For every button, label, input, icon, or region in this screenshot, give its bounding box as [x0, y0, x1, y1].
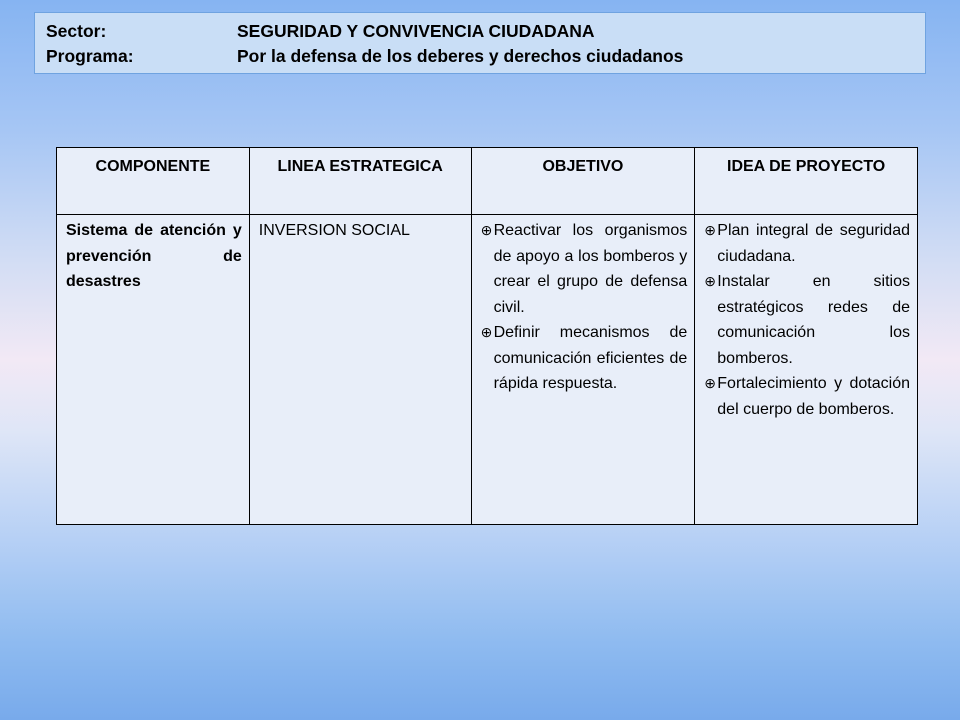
cell-objetivo — [471, 215, 695, 525]
bullet-dot-icon: ⊕ — [704, 375, 716, 391]
column-header-componente: COMPONENTE — [57, 148, 250, 215]
cell-linea: INVERSION SOCIAL — [249, 215, 471, 525]
idea-text: Fortalecimiento y dotación del cuerpo de bomberos. — [717, 375, 910, 418]
sector-value: SEGURIDAD Y CONVIVENCIA CIUDADANA — [237, 21, 595, 41]
column-header-linea: LINEA ESTRATEGICA — [249, 148, 471, 215]
bullet-dot-icon: ⊕ — [704, 273, 716, 289]
list-item — [704, 218, 910, 269]
programa-value: Por la defensa de los deberes y derechos ciudadanos — [237, 46, 684, 66]
table-row — [57, 215, 918, 525]
idea-text: Plan integral de seguridad ciudadana. — [717, 222, 910, 265]
objetivo-text: Reactivar los organismos de apoyo a los bomberos y crear el grupo de defensa civil. — [493, 222, 688, 316]
bullet-dot-icon: ⊕ — [480, 222, 493, 238]
sector-label: Sector: — [46, 21, 107, 41]
bullet-dot-icon: ⊕ — [704, 222, 716, 238]
programa-label: Programa: — [46, 46, 134, 66]
idea-text: Instalar en sitios estratégicos redes de comunicación los bomberos. — [717, 273, 910, 367]
list-item — [481, 320, 688, 397]
column-header-objetivo: OBJETIVO — [471, 148, 695, 215]
list-item — [704, 269, 910, 371]
list-item — [704, 371, 910, 422]
objetivo-text: Definir mecanismos de comunicación eficientes de rápida respuesta. — [493, 324, 688, 392]
objetivo-list — [481, 218, 688, 397]
project-table — [56, 147, 918, 525]
cell-idea — [695, 215, 918, 525]
header-box — [34, 12, 926, 74]
sector-row — [46, 21, 595, 42]
column-header-idea: IDEA DE PROYECTO — [695, 148, 918, 215]
idea-list — [704, 218, 910, 422]
list-item — [481, 218, 688, 320]
table-header-row — [57, 148, 918, 215]
cell-componente: Sistema de atención y prevención de desastres — [57, 215, 250, 525]
programa-row — [46, 46, 683, 67]
bullet-dot-icon: ⊕ — [480, 324, 493, 340]
